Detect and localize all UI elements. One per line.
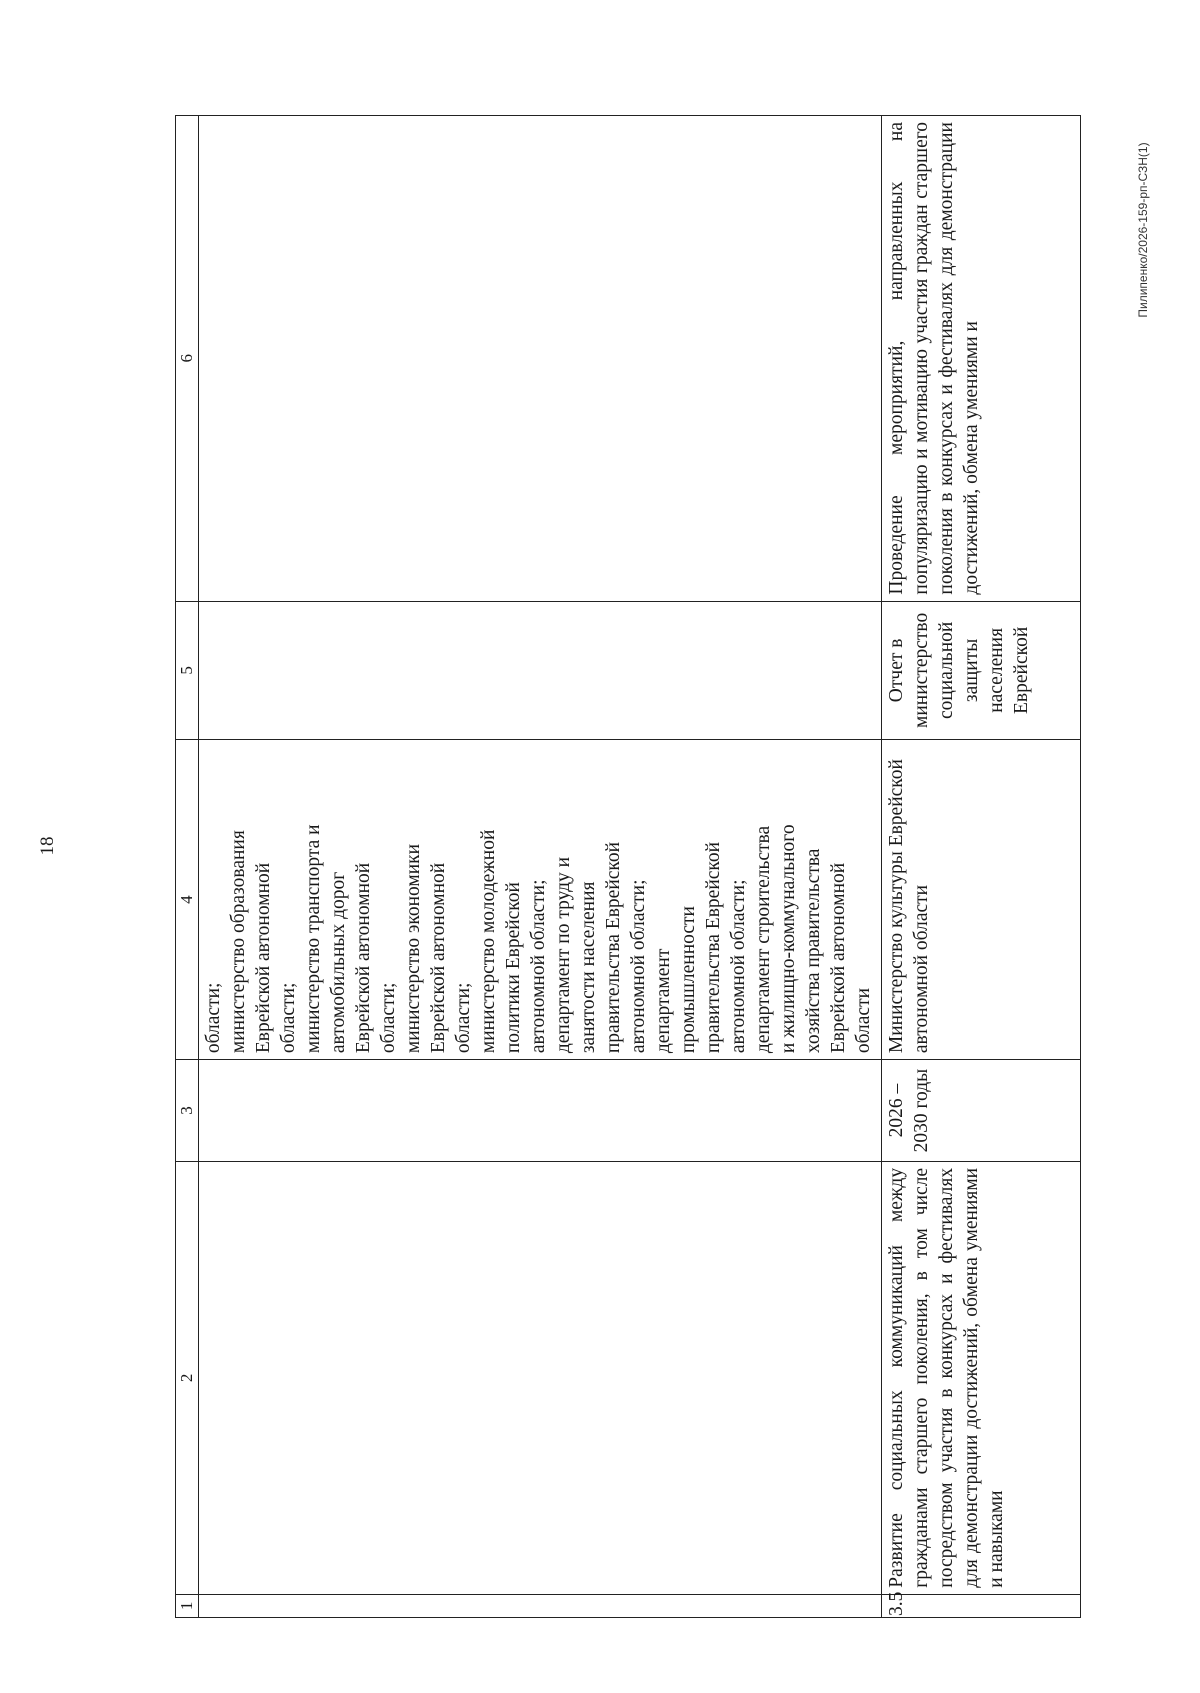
row1-num	[199, 1594, 882, 1617]
executor-line: министерство образования	[228, 830, 249, 1054]
executor-line: области;	[203, 982, 224, 1054]
executor-line: министерство транспорта и	[303, 824, 324, 1054]
report-line: министерство	[911, 612, 932, 728]
plan-table	[175, 115, 1081, 1618]
report-line: защиты	[961, 638, 982, 703]
row2-description: Развитие социальных коммуникаций между гражданами старшего поколения, в том числе посредством участия в конкурсах и фестивалях для демонстрации достижений, обмена умениями и навыками	[882, 1161, 1081, 1594]
executor-line: политики Еврейской	[503, 882, 524, 1054]
executor-line: занятости населения	[578, 881, 599, 1054]
executor-line: автомобильных дорог	[328, 871, 349, 1054]
row2-num: 3.5	[882, 1594, 1081, 1617]
executor-line: промышленности	[678, 906, 699, 1054]
header-col-2: 2	[176, 1161, 199, 1594]
page-number: 18	[37, 836, 58, 856]
row2-period: 2026 – 2030 годы	[882, 1060, 1081, 1162]
report-line: социальной	[936, 621, 957, 720]
report-line: населения	[986, 627, 1007, 713]
executor-line: области;	[278, 982, 299, 1054]
executor-line: автономной области;	[628, 879, 649, 1054]
executor-line: и жилищно-коммунального	[778, 824, 799, 1054]
table-row	[882, 116, 1081, 1618]
row2-result: Проведение мероприятий, направленных на популяризацию и мотивацию участия граждан старшего поколения в конкурсах и фестивалях для демонстрации достижений, обмена умениями и	[882, 116, 1081, 602]
rotated-table-wrapper	[175, 115, 1073, 1618]
header-col-1: 1	[176, 1594, 199, 1617]
document-code: Пилипенко/2026-159-рп-СЗН(1)	[1136, 142, 1150, 318]
executor-line: Еврейской автономной	[828, 862, 849, 1054]
executor-line: Еврейской автономной	[353, 862, 374, 1054]
row1-result	[199, 116, 882, 602]
executor-line: области;	[453, 982, 474, 1054]
executor-line: Еврейской автономной	[253, 862, 274, 1054]
executor-line: области;	[378, 982, 399, 1054]
executor-line: правительства Еврейской	[603, 841, 624, 1054]
executor-line: департамент по труду и	[553, 856, 574, 1054]
executor-line: департамент	[653, 948, 674, 1054]
header-col-6: 6	[176, 116, 199, 602]
executor-line: области	[853, 987, 874, 1054]
executor-line: министерство молодежной	[478, 829, 499, 1054]
report-line: Еврейской	[1011, 626, 1032, 714]
report-line: Отчет в	[886, 638, 907, 703]
table-row	[199, 116, 882, 1618]
executor-line: автономной области;	[528, 879, 549, 1054]
row1-period	[199, 1060, 882, 1162]
executor-line: министерство экономики	[403, 843, 424, 1054]
header-row	[176, 116, 199, 1618]
row1-executors	[199, 740, 882, 1060]
header-col-5: 5	[176, 601, 199, 740]
header-col-3: 3	[176, 1060, 199, 1162]
row2-report	[882, 601, 1081, 740]
row2-executors: Министерство культуры Еврейской автономной области	[882, 740, 1081, 1060]
executor-line: автономной области;	[728, 879, 749, 1054]
row1-description	[199, 1161, 882, 1594]
row1-report	[199, 601, 882, 740]
executor-line: Еврейской автономной	[428, 862, 449, 1054]
executor-line: департамент строительства	[753, 825, 774, 1054]
header-col-4: 4	[176, 740, 199, 1060]
executor-line: правительства Еврейской	[703, 841, 724, 1054]
executor-line: хозяйства правительства	[803, 848, 824, 1054]
